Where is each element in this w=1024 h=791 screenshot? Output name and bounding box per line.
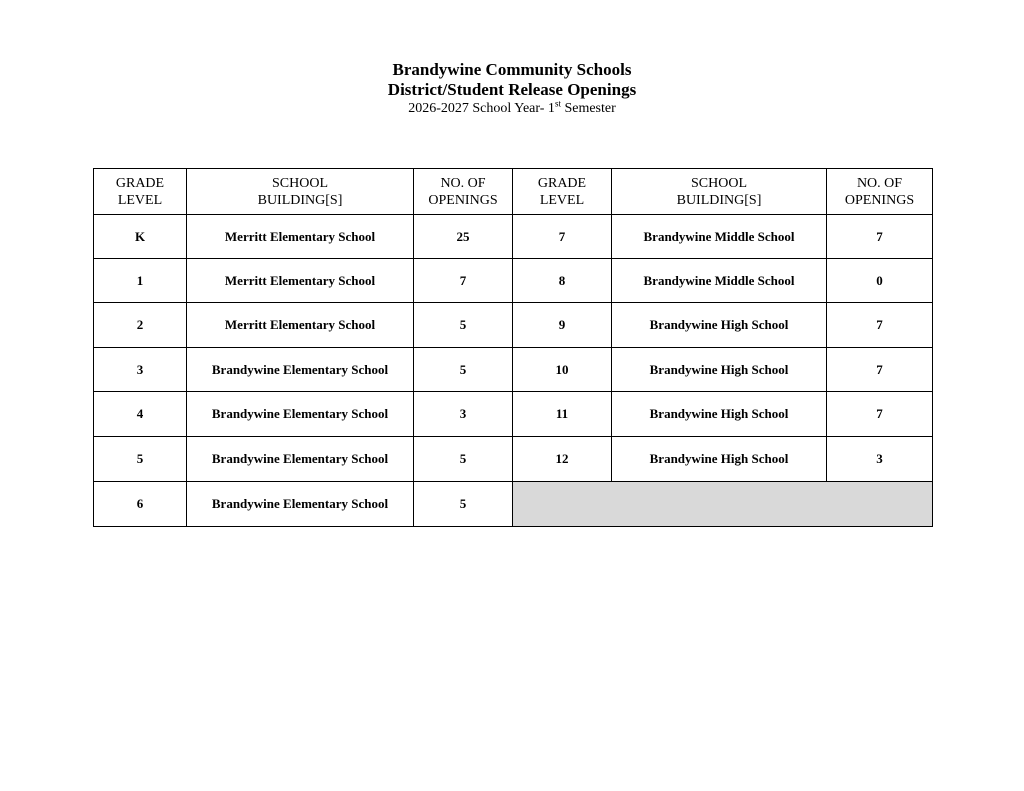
openings-cell: 5 (414, 437, 513, 482)
openings-cell: 5 (414, 482, 513, 527)
grade-cell: 2 (94, 303, 187, 348)
grade-cell: 3 (94, 348, 187, 392)
school-cell: Brandywine Elementary School (187, 482, 414, 527)
table-row (94, 348, 933, 392)
openings-cell: 7 (827, 348, 933, 392)
openings-cell: 3 (827, 437, 933, 482)
openings-cell: 5 (414, 348, 513, 392)
grade-cell: 1 (94, 259, 187, 303)
table-row (94, 392, 933, 437)
header-grade-level: GRADE LEVEL (94, 169, 187, 215)
openings-cell: 7 (414, 259, 513, 303)
school-cell: Brandywine Elementary School (187, 437, 414, 482)
school-cell: Brandywine High School (612, 348, 827, 392)
header-grade-level-right: GRADE LEVEL (513, 169, 612, 215)
empty-shaded-cell (513, 482, 933, 527)
grade-cell: 12 (513, 437, 612, 482)
grade-cell: 9 (513, 303, 612, 348)
openings-cell: 5 (414, 303, 513, 348)
document-title: Brandywine Community Schools (392, 60, 632, 79)
openings-cell: 7 (827, 392, 933, 437)
header-openings-right: NO. OF OPENINGS (827, 169, 933, 215)
table-row (94, 259, 933, 303)
school-year-line (0, 100, 1024, 118)
school-cell: Brandywine Middle School (612, 215, 827, 259)
grade-cell: 7 (513, 215, 612, 259)
grade-cell: 10 (513, 348, 612, 392)
grade-cell: 4 (94, 392, 187, 437)
openings-table (93, 168, 933, 527)
openings-cell: 0 (827, 259, 933, 303)
school-cell: Brandywine Elementary School (187, 392, 414, 437)
semester-text: Semester (560, 101, 616, 116)
school-cell: Brandywine High School (612, 437, 827, 482)
school-cell: Brandywine High School (612, 392, 827, 437)
header-school-building: SCHOOL BUILDING[S] (187, 169, 414, 215)
ordinal-suffix: st (554, 98, 561, 109)
openings-cell: 3 (414, 392, 513, 437)
header-openings: NO. OF OPENINGS (414, 169, 513, 215)
openings-cell: 25 (414, 215, 513, 259)
document-subtitle: District/Student Release Openings (387, 80, 637, 99)
school-cell: Merritt Elementary School (187, 303, 414, 348)
school-cell: Merritt Elementary School (187, 215, 414, 259)
school-cell: Brandywine Middle School (612, 259, 827, 303)
table-row (94, 437, 933, 482)
table-header-row (94, 169, 933, 215)
table-row (94, 215, 933, 259)
table-row (94, 482, 933, 527)
header-school-building-right: SCHOOL BUILDING[S] (612, 169, 827, 215)
table-row (94, 303, 933, 348)
school-cell: Merritt Elementary School (187, 259, 414, 303)
school-cell: Brandywine High School (612, 303, 827, 348)
openings-cell: 7 (827, 303, 933, 348)
openings-cell: 7 (827, 215, 933, 259)
grade-cell: 8 (513, 259, 612, 303)
grade-cell: 5 (94, 437, 187, 482)
grade-cell: K (94, 215, 187, 259)
grade-cell: 6 (94, 482, 187, 527)
grade-cell: 11 (513, 392, 612, 437)
school-cell: Brandywine Elementary School (187, 348, 414, 392)
school-year-text: 2026-2027 School Year- 1 (408, 101, 555, 116)
